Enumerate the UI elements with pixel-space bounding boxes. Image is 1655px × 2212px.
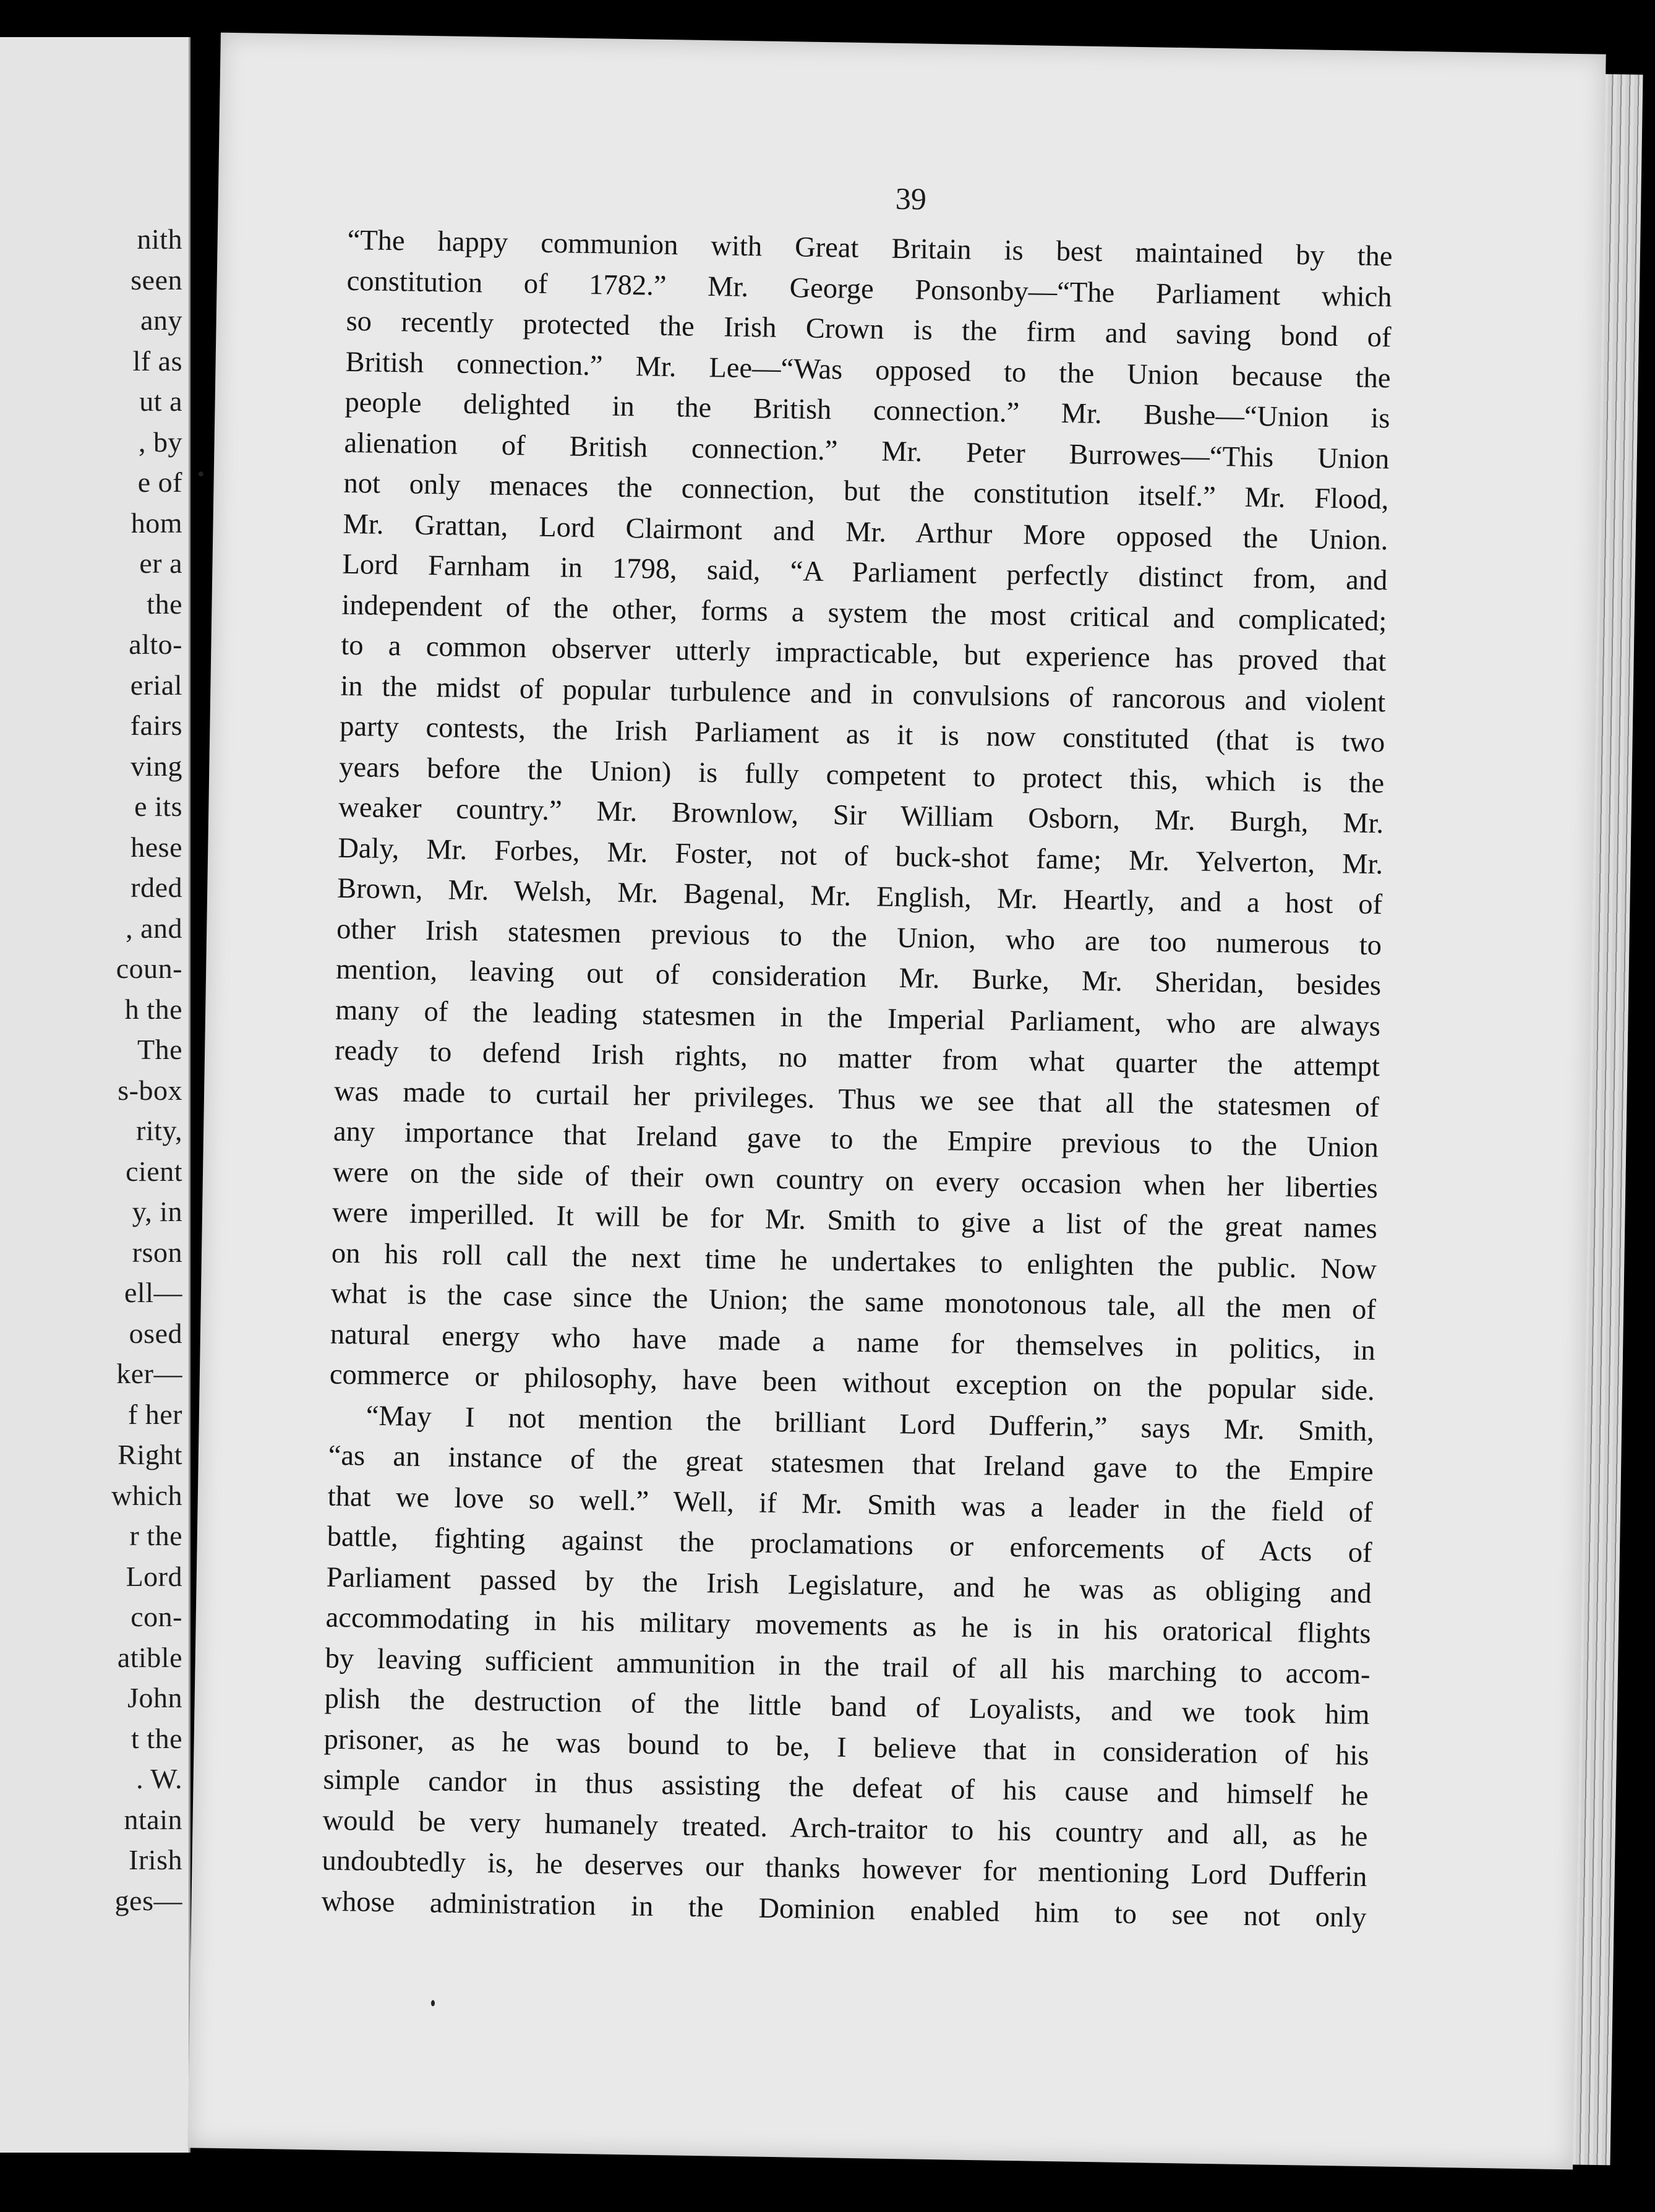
text-line: other Irish statesmen previous to the Union, who are too numerous to [336, 913, 1382, 961]
text-line: years before the Union) is fully competent to protect this, which is the [338, 751, 1385, 799]
left-page-text-fragment: e of [137, 466, 182, 498]
left-page-text-fragment: Right [118, 1439, 182, 1470]
text-line: many of the leading statesmen in the Imperial Parliament, who are always [335, 994, 1381, 1042]
text-line: were on the side of their own country on every occasion when her liberties [332, 1156, 1379, 1204]
left-page-text-fragment: John [127, 1682, 182, 1713]
text-line: by leaving sufficient ammunition in the trail of all his marching to accom- [325, 1642, 1371, 1691]
page-number: 39 [895, 181, 927, 216]
text-line: alienation of British connection.” Mr. Peter Burrowes—“This Union [344, 427, 1390, 475]
text-line: were imperilled. It will be for Mr. Smith to give a list of the great names [331, 1196, 1378, 1245]
text-line: whose administration in the Dominion enabled him to see not only [321, 1885, 1367, 1934]
left-page-text-fragment: ker— [116, 1358, 182, 1389]
text-line: Brown, Mr. Welsh, Mr. Bagenal, Mr. English, Mr. Heartly, and a host of [336, 872, 1383, 921]
left-page-text-fragment: alto- [129, 628, 182, 660]
text-line: that we love so well.” Well, if Mr. Smith was a leader in the field of [327, 1480, 1374, 1528]
text-line: undoubtedly is, he deserves our thanks however for mentioning Lord Dufferin [322, 1845, 1367, 1893]
left-page-text-fragment: the [147, 588, 182, 620]
left-page-text-fragment: ut a [139, 385, 182, 417]
left-page-text-fragment: any [140, 304, 182, 336]
left-page-text-fragment: er a [139, 547, 182, 579]
left-page-text-fragment: osed [129, 1317, 182, 1349]
left-page-text-fragment: . W. [136, 1763, 182, 1794]
text-line: party contests, the Irish Parliament as it is now constituted (that is two [340, 710, 1385, 759]
text-line: simple candor in thus assisting the defeat of his cause and himself he [323, 1764, 1369, 1812]
left-page-text-fragment: erial [130, 669, 182, 701]
text-line: “May I not mention the brilliant Lord Dufferin,” says Mr. Smith, [366, 1400, 1375, 1447]
text-line: prisoner, as he was bound to be, I believe that in consideration of his [323, 1723, 1369, 1772]
text-line: on his roll call the next time he undertakes to enlighten the public. Now [331, 1237, 1377, 1285]
text-line: any importance that Ireland gave to the Empire previous to the Union [333, 1115, 1379, 1164]
text-line: to a common observer utterly impracticable, but experience has proved that [341, 629, 1387, 678]
left-page-text-fragment: lf as [132, 345, 182, 377]
left-page-text-fragment: seen [130, 264, 182, 296]
left-page-text-fragment: ving [130, 750, 182, 782]
ink-speck [199, 471, 203, 476]
ink-speck [431, 2000, 435, 2006]
text-line: constitution of 1782.” Mr. George Ponsonby—“The Parliament which [346, 265, 1392, 313]
left-page-text-fragment: cient [126, 1155, 182, 1187]
page-body-text [321, 220, 1393, 1938]
left-page-text-fragment: rded [130, 872, 182, 903]
left-page-text-fragment: fairs [130, 709, 182, 741]
left-page-text-fragment: t the [131, 1722, 182, 1754]
left-page-text-fragment: ell— [124, 1277, 182, 1308]
left-page-text-fragment: nith [137, 223, 182, 255]
text-line: was made to curtail her privileges. Thus we see that all the statesmen of [333, 1075, 1380, 1123]
text-line: Mr. Grattan, Lord Clairmont and Mr. Arthur More opposed the Union. [343, 508, 1388, 556]
text-line: what is the case since the Union; the same monotonous tale, all the men of [330, 1277, 1377, 1326]
text-line: natural energy who have made a name for themselves in politics, in [330, 1318, 1376, 1366]
text-line: British connection.” Mr. Lee—“Was opposed to the Union because the [345, 346, 1391, 394]
left-page-text-fragment: ges— [114, 1884, 182, 1916]
adjacent-left-page [0, 37, 190, 2153]
text-line: so recently protected the Irish Crown is the firm and saving bond of [346, 305, 1392, 354]
text-line: mention, leaving out of consideration Mr. Burke, Mr. Sheridan, besides [335, 953, 1382, 1002]
text-line: “as an instance of the great statesmen that Ireland gave to the Empire [328, 1439, 1374, 1488]
text-line: accommodating in his military movements as he is in his oratorical flights [325, 1601, 1371, 1650]
left-page-text-fragment: hese [130, 831, 182, 863]
left-page-text-fragment: con- [130, 1601, 182, 1632]
text-line: plish the destruction of the little band of Loyalists, and we took him [324, 1683, 1370, 1731]
text-line: “The happy communion with Great Britain is best maintained by the [347, 224, 1393, 273]
text-line: would be very humanely treated. Arch-traitor to his country and all, as he [322, 1804, 1368, 1853]
left-page-text-fragment: Irish [129, 1844, 182, 1875]
text-line: not only menaces the connection, but the constitution itself.” Mr. Flood, [343, 467, 1389, 516]
text-line: battle, fighting against the proclamations or enforcements of Acts of [327, 1520, 1373, 1569]
left-page-text-fragment: which [111, 1479, 182, 1511]
left-page-text-fragment: Lord [126, 1560, 182, 1592]
text-line: weaker country.” Mr. Brownlow, Sir William Osborn, Mr. Burgh, Mr. [338, 791, 1384, 840]
text-line: in the midst of popular turbulence and in convulsions of rancorous and violent [340, 670, 1386, 718]
left-page-text-fragment: rson [132, 1236, 182, 1268]
text-line: Parliament passed by the Irish Legislature, and he was as obliging and [326, 1561, 1372, 1610]
text-line: Daly, Mr. Forbes, Mr. Foster, not of buck-shot fame; Mr. Yelverton, Mr. [337, 832, 1383, 880]
left-page-text-fragment: atible [117, 1641, 182, 1673]
left-page-text-fragment: coun- [116, 953, 182, 984]
text-line: people delighted in the British connection.” Mr. Bushe—“Union is [344, 386, 1390, 435]
left-page-text-fragment: ntain [124, 1803, 182, 1835]
text-line: Lord Farnham in 1798, said, “A Parliament perfectly distinct from, and [342, 548, 1388, 597]
book-page [187, 33, 1606, 2170]
left-page-text-fragment: hom [130, 507, 182, 539]
text-line: independent of the other, forms a system the most critical and complicated; [341, 589, 1387, 637]
text-line: ready to defend Irish rights, no matter from what quarter the attempt [334, 1034, 1380, 1083]
left-page-text-fragment: e its [134, 791, 182, 822]
left-page-text-fragment: , by [139, 426, 182, 458]
left-page-text-fragment: y, in [132, 1196, 182, 1227]
left-page-text-fragment: h the [124, 993, 182, 1025]
left-page-text-fragment: f her [127, 1398, 182, 1430]
left-page-text-fragment: , and [126, 912, 182, 944]
left-page-text-fragment: s-box [118, 1074, 182, 1106]
left-page-text-fragment: The [137, 1034, 182, 1065]
left-page-text-fragment: r the [129, 1520, 182, 1551]
text-line: commerce or philosophy, have been without exception on the popular side. [329, 1358, 1375, 1407]
left-page-text-fragment: rity, [136, 1115, 182, 1146]
